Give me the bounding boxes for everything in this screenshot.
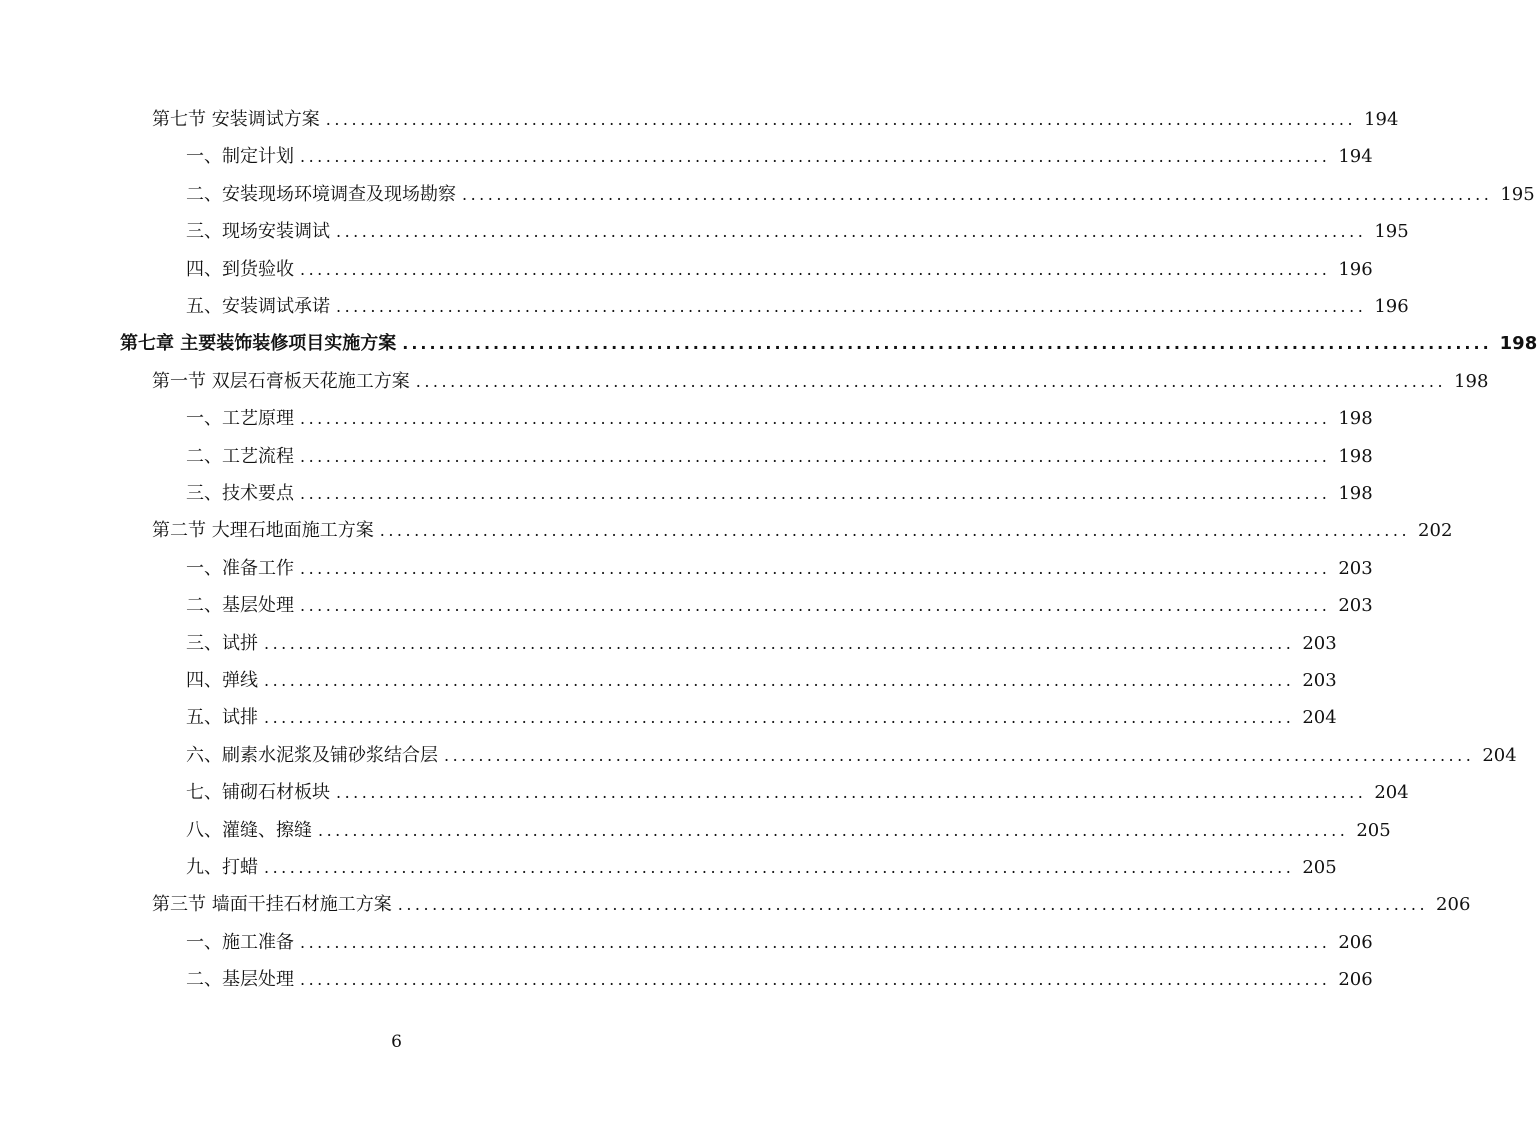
toc-entry-page-number: 198 [1338, 445, 1373, 467]
toc-entry-item[interactable] [186, 591, 1373, 621]
toc-entry-title: 第二节 大理石地面施工方案 [152, 520, 374, 542]
dot-leader: ........................................................................................................................ [264, 671, 1295, 690]
toc-entry-page-number: 204 [1302, 707, 1337, 729]
toc-entry-title: 四、到货验收 [186, 258, 294, 280]
dot-leader: ........................................................................................................................ [415, 371, 1447, 391]
dot-leader: ........................................................................................................................ [444, 745, 1475, 765]
toc-entry-title: 五、安装调试承诺 [186, 296, 330, 317]
toc-entry-item[interactable] [186, 853, 1337, 883]
toc-entry-title: 第七节 安装调试方案 [152, 109, 320, 130]
dot-leader: ........................................................................................................................ [462, 184, 1493, 204]
toc-entry-item[interactable] [186, 180, 1535, 210]
toc-entry-item[interactable] [186, 816, 1391, 846]
toc-entry-item[interactable] [186, 217, 1409, 247]
toc-entry-title: 二、基层处理 [186, 969, 294, 991]
toc-entry-title: 二、基层处理 [186, 595, 294, 617]
toc-entry-page-number: 206 [1338, 969, 1373, 991]
toc-entry-title: 一、施工准备 [186, 931, 294, 953]
toc-entry-page-number: 198 [1338, 483, 1373, 504]
toc-entry-section[interactable] [152, 367, 1489, 397]
dot-leader: ........................................................................................................................ [264, 633, 1295, 653]
toc-entry-item[interactable] [186, 965, 1373, 995]
toc-entry-page-number: 202 [1418, 520, 1453, 542]
dot-leader: ........................................................................................................................ [402, 334, 1492, 354]
toc-entry-title: 第三节 墙面干挂石材施工方案 [152, 894, 392, 916]
toc-entry-page-number: 195 [1374, 221, 1409, 243]
dot-leader: ........................................................................................................................ [264, 858, 1295, 877]
page-number: 6 [391, 1032, 402, 1052]
dot-leader: ........................................................................................................................ [325, 110, 1357, 129]
toc-entry-item[interactable] [186, 778, 1409, 808]
toc-entry-item[interactable] [186, 666, 1337, 696]
dot-leader: ........................................................................................................................ [300, 147, 1331, 167]
dot-leader: ........................................................................................................................ [318, 820, 1349, 840]
dot-leader: ........................................................................................................................ [300, 558, 1331, 578]
toc-entry-item[interactable] [186, 255, 1373, 285]
toc-entry-section[interactable] [152, 105, 1399, 135]
toc-entry-page-number: 204 [1482, 744, 1517, 766]
toc-entry-title: 九、打蜡 [186, 857, 258, 878]
toc-entry-title: 四、弹线 [186, 670, 258, 691]
toc-entry-page-number: 206 [1338, 931, 1373, 953]
toc-entry-page-number: 203 [1302, 632, 1337, 654]
toc-entry-page-number: 194 [1364, 109, 1399, 130]
dot-leader: ........................................................................................................................ [379, 521, 1411, 541]
toc-entry-title: 一、工艺原理 [186, 408, 294, 430]
toc-entry-page-number: 205 [1302, 857, 1337, 878]
toc-entry-title: 六、刷素水泥浆及铺砂浆结合层 [186, 744, 438, 766]
toc-entry-item[interactable] [186, 479, 1373, 509]
toc-entry-title: 二、工艺流程 [186, 445, 294, 467]
toc-entry-item[interactable] [186, 629, 1337, 659]
toc-entry-page-number: 196 [1338, 258, 1373, 280]
toc-entry-section[interactable] [152, 890, 1471, 920]
dot-leader: ........................................................................................................................ [336, 783, 1367, 803]
toc-entry-page-number: 205 [1356, 819, 1391, 841]
toc-entry-page-number: 195 [1500, 183, 1535, 205]
toc-entry-title: 一、准备工作 [186, 557, 294, 579]
toc-entry-title: 七、铺砌石材板块 [186, 782, 330, 804]
dot-leader: ........................................................................................................................ [264, 708, 1295, 728]
toc-entry-page-number: 198 [1454, 370, 1489, 392]
dot-leader: ........................................................................................................................ [397, 895, 1429, 915]
toc-entry-item[interactable] [186, 554, 1373, 584]
toc-entry-page-number: 204 [1374, 782, 1409, 804]
toc-entry-page-number: 203 [1338, 595, 1373, 617]
dot-leader: ........................................................................................................................ [300, 409, 1331, 429]
toc-entry-item[interactable] [186, 292, 1409, 322]
dot-leader: ........................................................................................................................ [336, 297, 1367, 316]
toc-entry-page-number: 194 [1338, 146, 1373, 168]
toc-entry-title: 三、现场安装调试 [186, 221, 330, 243]
toc-entry-title: 五、试排 [186, 707, 258, 729]
dot-leader: ........................................................................................................................ [300, 596, 1331, 616]
toc-entry-title: 第七章 主要装饰装修项目实施方案 [120, 333, 397, 355]
toc-entry-title: 三、技术要点 [186, 483, 294, 504]
toc-entry-section[interactable] [152, 516, 1453, 546]
toc-entry-item[interactable] [186, 442, 1373, 472]
toc-entry-item[interactable] [186, 703, 1337, 733]
dot-leader: ........................................................................................................................ [300, 932, 1331, 952]
toc-entry-title: 第一节 双层石膏板天花施工方案 [152, 370, 410, 392]
toc-entry-item[interactable] [186, 142, 1373, 172]
toc-entry-page-number: 203 [1302, 670, 1337, 691]
dot-leader: ........................................................................................................................ [336, 222, 1367, 242]
dot-leader: ........................................................................................................................ [300, 259, 1331, 279]
toc-entry-page-number: 203 [1338, 557, 1373, 579]
toc-entry-title: 一、制定计划 [186, 146, 294, 168]
toc-entry-title: 二、安装现场环境调查及现场勘察 [186, 183, 456, 205]
toc-entry-chapter[interactable] [120, 329, 1537, 359]
toc-entry-item[interactable] [186, 741, 1517, 771]
dot-leader: ........................................................................................................................ [300, 484, 1331, 503]
toc-entry-item[interactable] [186, 928, 1373, 958]
dot-leader: ........................................................................................................................ [300, 970, 1331, 990]
toc-entry-title: 八、灌缝、擦缝 [186, 819, 312, 841]
toc-entry-page-number: 198 [1499, 333, 1537, 355]
toc-entry-page-number: 198 [1338, 408, 1373, 430]
toc-entry-item[interactable] [186, 404, 1373, 434]
toc-entry-page-number: 206 [1436, 894, 1471, 916]
toc-entry-page-number: 196 [1374, 296, 1409, 317]
toc-entry-title: 三、试拼 [186, 632, 258, 654]
dot-leader: ........................................................................................................................ [300, 446, 1331, 466]
